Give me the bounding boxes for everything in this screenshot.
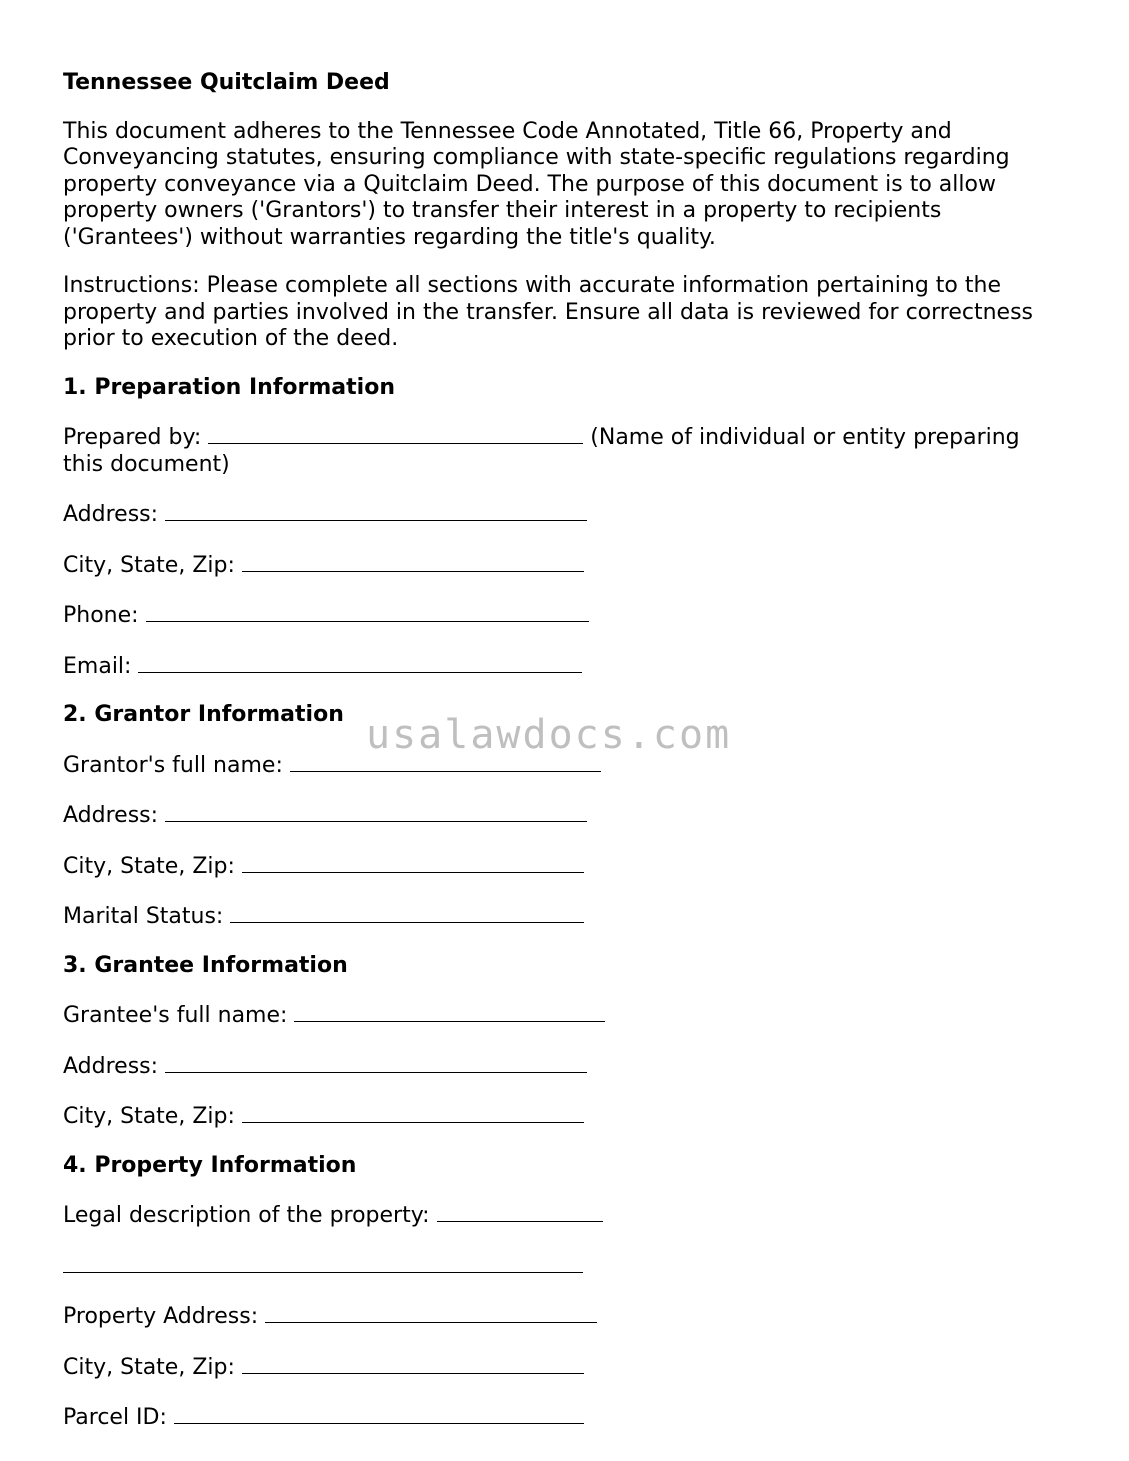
section-property-heading: 4. Property Information [63,1152,357,1178]
grantee-address-label: Address: [63,1053,159,1079]
grantee-address-blank[interactable] [165,1052,587,1073]
grantor-marital-blank[interactable] [230,902,584,923]
grantee-city-label: City, State, Zip: [63,1104,235,1129]
prep-phone-blank[interactable] [146,601,589,622]
grantee-name-field [63,1001,1053,1030]
grantor-city-blank[interactable] [242,852,584,873]
property-legal-blank[interactable] [437,1201,603,1222]
prep-city-label: City, State, Zip: [63,552,235,578]
prepared-by-note: (Name of individual or entity preparing this document) [63,425,1020,477]
prep-phone-field [63,601,1053,630]
prep-email-label: Email: [63,653,132,679]
grantee-address-field [63,1052,1053,1081]
property-address-label: Property Address: [63,1304,259,1329]
prepared-by-field [63,423,1053,478]
prep-address-blank[interactable] [165,500,587,521]
grantor-name-blank[interactable] [290,751,601,772]
property-parcel-label: Parcel ID: [63,1405,167,1430]
grantor-city-label: City, State, Zip: [63,853,235,879]
property-city-field [63,1353,1053,1382]
grantor-marital-label: Marital Status: [63,904,224,929]
prep-address-label: Address: [63,502,159,527]
watermark-text: usalawdocs.com [366,712,732,758]
property-legal-continuation [63,1252,1053,1281]
prep-phone-label: Phone: [63,603,139,628]
property-city-label: City, State, Zip: [63,1354,235,1380]
property-parcel-field [63,1403,1053,1432]
grantor-address-label: Address: [63,803,159,828]
prep-address-field [63,500,1053,529]
section-preparation-heading: 1. Preparation Information [63,374,395,400]
prep-email-field [63,652,1053,681]
grantor-address-blank[interactable] [165,801,587,822]
grantor-marital-field [63,902,1053,931]
section-grantee-heading: 3. Grantee Information [63,952,348,978]
property-legal-label: Legal description of the property: [63,1203,430,1228]
section-grantor-heading: 2. Grantor Information [63,702,344,727]
property-legal-field [63,1201,1053,1230]
document-page [63,70,1053,1454]
property-address-blank[interactable] [265,1302,597,1323]
grantee-name-blank[interactable] [294,1001,605,1022]
prepared-by-label: Prepared by: [63,425,202,450]
grantor-name-label: Grantor's full name: [63,752,283,778]
prep-city-field [63,551,1053,580]
prep-city-blank[interactable] [242,551,584,572]
grantor-address-field [63,801,1053,830]
grantee-name-label: Grantee's full name: [63,1003,288,1028]
property-parcel-blank[interactable] [174,1403,584,1424]
grantee-city-blank[interactable] [242,1102,584,1123]
property-address-field [63,1302,1053,1331]
grantor-name-field [63,751,1053,780]
instructions-paragraph: Instructions: Please complete all sections with accurate information pertaining to the property and parties involved in the transfer. Ensure all data is reviewed for correctness prior to execution of the deed. [63,273,1034,351]
prepared-by-blank[interactable] [208,423,583,444]
grantee-city-field [63,1102,1053,1131]
property-legal-blank-2[interactable] [63,1252,583,1273]
document-title: Tennessee Quitclaim Deed [63,70,390,95]
prep-email-blank[interactable] [138,652,582,673]
intro-paragraph: This document adheres to the Tennessee Code Annotated, Title 66, Property and Conveyancing statutes, ensuring compliance with state-specific regulations regarding property conveyance via a Quitclaim Deed. The purpose of this document is to allow property owners ('Grantors') to transfer their interest in a property to recipients ('Grantees') without warranties regarding the title's quality. [63,118,1010,250]
grantor-city-field [63,852,1053,881]
property-city-blank[interactable] [242,1353,584,1374]
